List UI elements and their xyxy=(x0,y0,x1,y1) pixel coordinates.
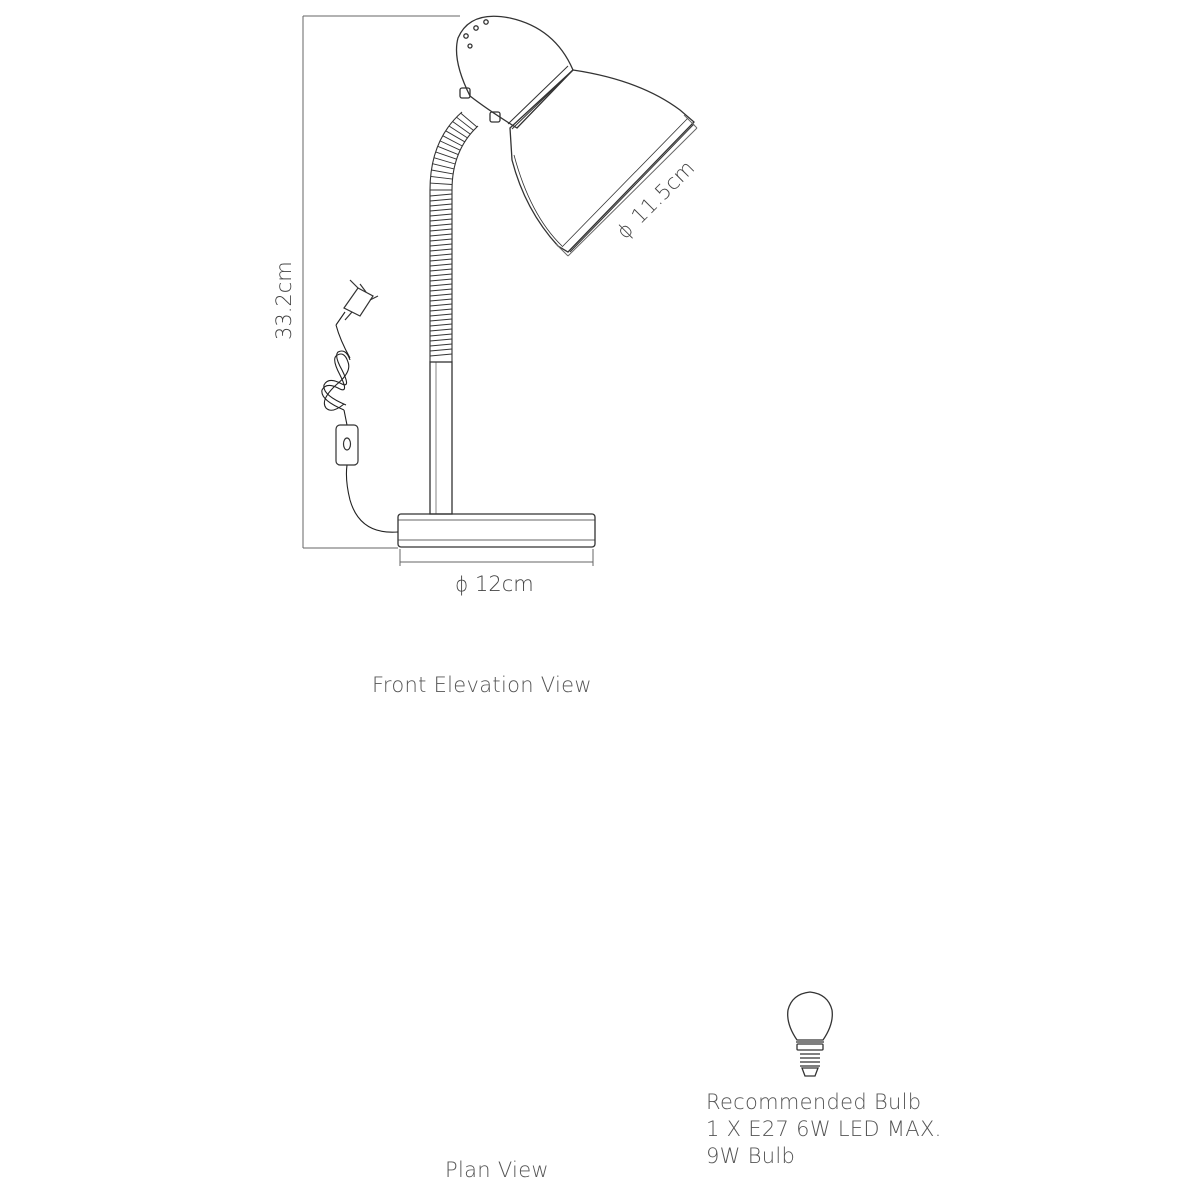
bulb-line-2: 9W Bulb xyxy=(706,1144,796,1168)
gooseneck xyxy=(430,112,478,362)
height-dimension xyxy=(303,16,460,548)
base-diameter-label: 12cm xyxy=(475,572,534,596)
base-diameter-symbol: ϕ xyxy=(455,572,469,596)
shade-diameter-symbol: ϕ xyxy=(611,217,638,244)
plug xyxy=(344,280,378,320)
lamp-stem xyxy=(430,362,452,514)
power-cable xyxy=(322,312,398,532)
lamp-shade xyxy=(457,16,695,252)
plan-view-caption: Plan View xyxy=(445,1158,549,1182)
inline-switch xyxy=(336,425,358,465)
bulb-line-1: 1 X E27 6W LED MAX. xyxy=(706,1117,942,1141)
bulb-title: Recommended Bulb xyxy=(706,1090,922,1114)
base-dimension xyxy=(400,549,593,566)
height-label: 33.2cm xyxy=(272,261,296,340)
recommended-bulb-text xyxy=(706,1089,942,1170)
lamp-base xyxy=(398,514,595,547)
front-elevation-caption: Front Elevation View xyxy=(372,673,592,697)
shade-diameter-label: 11.5cm xyxy=(626,155,700,229)
led-bulb-icon xyxy=(788,992,833,1076)
